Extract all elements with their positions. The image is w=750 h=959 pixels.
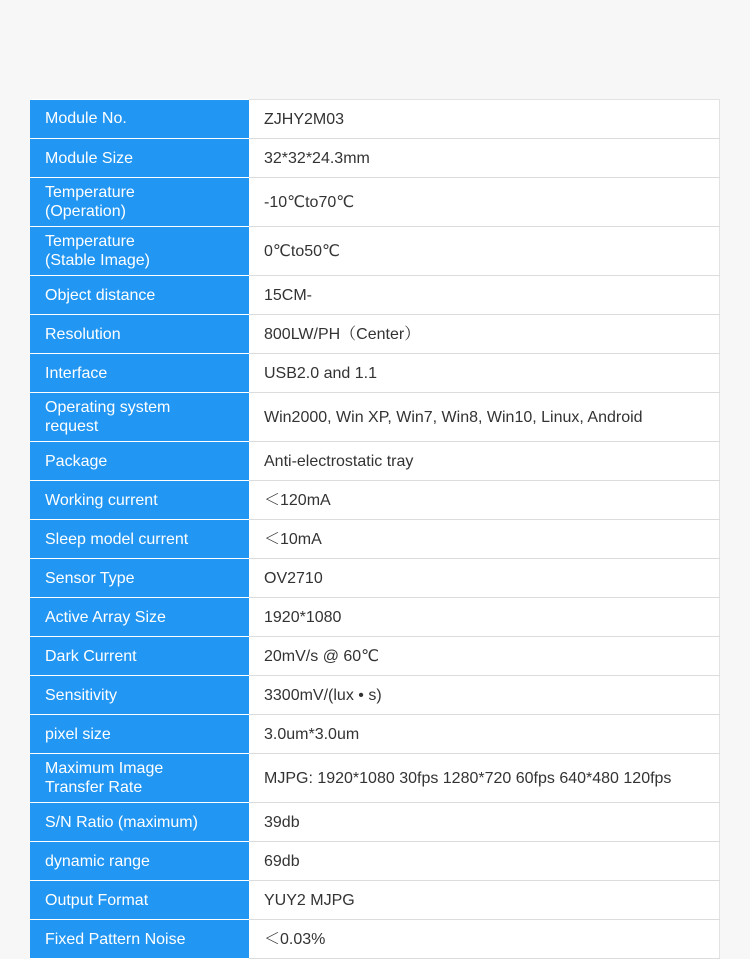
spec-label: Sensitivity <box>30 676 249 715</box>
spec-label: Temperature (Operation) <box>30 178 249 227</box>
spec-value: 15CM- <box>249 276 719 315</box>
spec-row-output-format <box>30 881 719 920</box>
spec-value: ＜120mA <box>249 481 719 520</box>
spec-row-module-no <box>30 100 719 139</box>
spec-value: 32*32*24.3mm <box>249 139 719 178</box>
spec-row-pixel-size <box>30 715 719 754</box>
spec-row-active-array-size <box>30 598 719 637</box>
spec-value: 20mV/s @ 60℃ <box>249 637 719 676</box>
spec-row-object-distance <box>30 276 719 315</box>
spec-row-package <box>30 442 719 481</box>
spec-label: Active Array Size <box>30 598 249 637</box>
spec-label: Maximum Image Transfer Rate <box>30 754 249 803</box>
spec-value: 69db <box>249 842 719 881</box>
spec-label: Sleep model current <box>30 520 249 559</box>
spec-label: Fixed Pattern Noise <box>30 920 249 959</box>
spec-label: Module Size <box>30 139 249 178</box>
spec-label: Working current <box>30 481 249 520</box>
spec-row-sleep-current <box>30 520 719 559</box>
spec-row-dark-current <box>30 637 719 676</box>
spec-label: Dark Current <box>30 637 249 676</box>
spec-value: ZJHY2M03 <box>249 100 719 139</box>
spec-value: -10℃to70℃ <box>249 178 719 227</box>
spec-label: pixel size <box>30 715 249 754</box>
spec-value: 1920*1080 <box>249 598 719 637</box>
spec-value: Anti-electrostatic tray <box>249 442 719 481</box>
spec-row-sensor-type <box>30 559 719 598</box>
spec-label: S/N Ratio (maximum) <box>30 803 249 842</box>
spec-value: YUY2 MJPG <box>249 881 719 920</box>
spec-row-temperature-stable <box>30 227 719 276</box>
spec-value: USB2.0 and 1.1 <box>249 354 719 393</box>
spec-value: MJPG: 1920*1080 30fps 1280*720 60fps 640*480 120fps <box>249 754 719 803</box>
spec-value: 3300mV/(lux • s) <box>249 676 719 715</box>
spec-row-resolution <box>30 315 719 354</box>
spec-row-temperature-operation <box>30 178 719 227</box>
spec-label: Operating system request <box>30 393 249 442</box>
spec-row-dynamic-range <box>30 842 719 881</box>
spec-value: ＜0.03% <box>249 920 719 959</box>
spec-label: Interface <box>30 354 249 393</box>
spec-row-sensitivity <box>30 676 719 715</box>
spec-value: 800LW/PH（Center） <box>249 315 719 354</box>
spec-row-interface <box>30 354 719 393</box>
spec-table <box>30 99 720 959</box>
spec-row-max-transfer-rate <box>30 754 719 803</box>
spec-label: Temperature (Stable Image) <box>30 227 249 276</box>
spec-label: Resolution <box>30 315 249 354</box>
spec-value: 3.0um*3.0um <box>249 715 719 754</box>
spec-row-module-size <box>30 139 719 178</box>
spec-label: Object distance <box>30 276 249 315</box>
spec-value: OV2710 <box>249 559 719 598</box>
spec-row-operating-system <box>30 393 719 442</box>
spec-label: Output Format <box>30 881 249 920</box>
spec-label: Module No. <box>30 100 249 139</box>
spec-label: dynamic range <box>30 842 249 881</box>
spec-value: ＜10mA <box>249 520 719 559</box>
spec-value: Win2000, Win XP, Win7, Win8, Win10, Linux, Android <box>249 393 719 442</box>
spec-label: Package <box>30 442 249 481</box>
spec-row-sn-ratio <box>30 803 719 842</box>
spec-row-working-current <box>30 481 719 520</box>
spec-label: Sensor Type <box>30 559 249 598</box>
spec-row-fixed-pattern-noise <box>30 920 719 959</box>
spec-value: 0℃to50℃ <box>249 227 719 276</box>
spec-value: 39db <box>249 803 719 842</box>
